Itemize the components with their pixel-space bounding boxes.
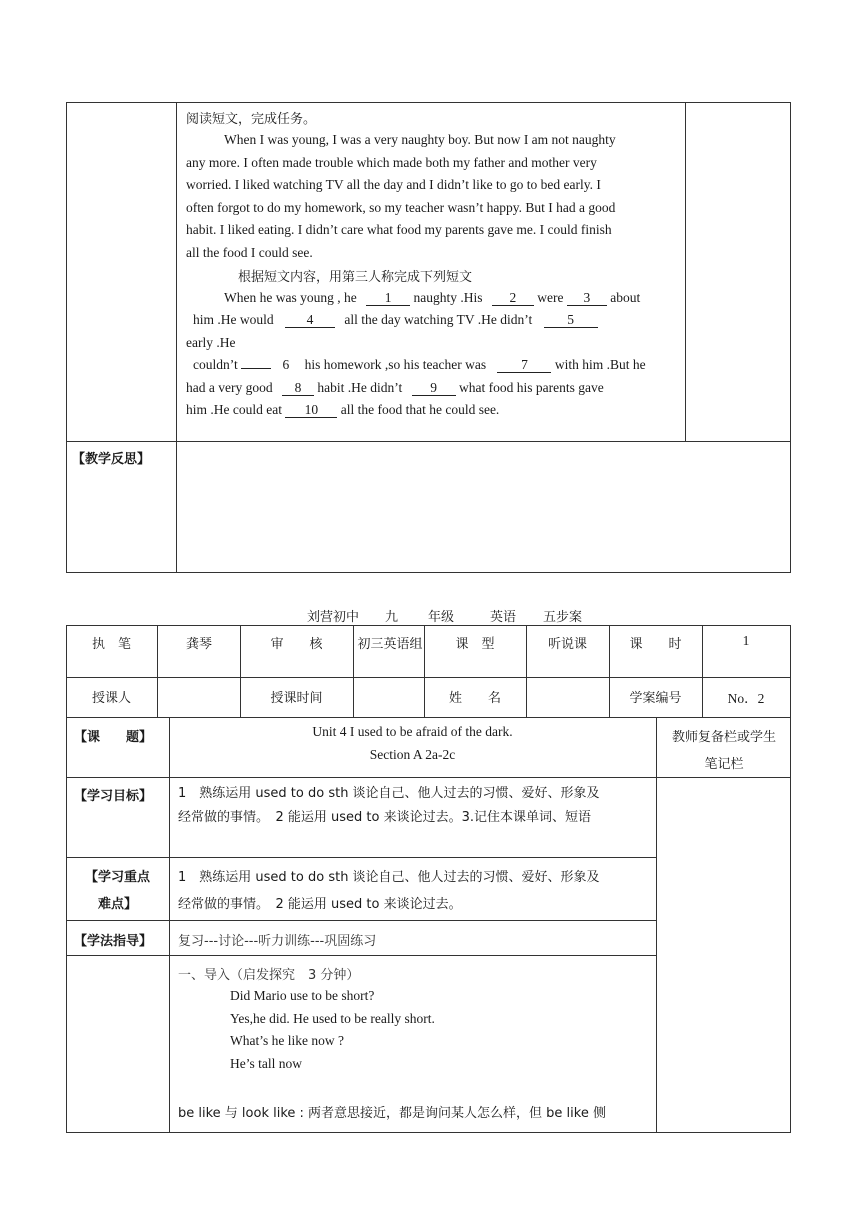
hours-label: 课 时 [629, 637, 682, 652]
cloze-blank-5[interactable]: 5 [544, 312, 598, 328]
cloze-line: had a very good 8 habit .He didn’t 9 what food his parents gave [186, 380, 604, 395]
cloze-line: him .He could eat 10 all the food that he could see. [186, 402, 500, 417]
lead-in-heading: 一、导入（启发探究 3 分钟） [178, 968, 360, 983]
key-points-label-2: 难点】 [97, 897, 137, 912]
number-value: No．2 [727, 691, 765, 706]
writer-value: 龚琴 [185, 637, 212, 652]
goals-line-1: 1 熟练运用 used to do sth 谈论自己、他人过去的习惯、爱好、形象及 [178, 786, 600, 801]
hours-value: 1 [742, 633, 750, 648]
school-name: 刘营初中 [307, 610, 360, 625]
cloze-blank-1[interactable]: 1 [366, 290, 410, 306]
passage-line: often forgot to do my homework, so my teacher wasn’t happy. But I had a good [186, 200, 616, 215]
cloze-blank-7[interactable]: 7 [497, 357, 551, 373]
grade-label: 年级 [428, 610, 455, 625]
time-label: 授课时间 [270, 691, 323, 706]
review-label: 审 核 [270, 637, 323, 652]
cloze-blank-3[interactable]: 3 [567, 290, 607, 306]
goals-line-2: 经常做的事情。 2 能运用 used to 来谈论过去。3.记住本课单词、短语 [178, 810, 592, 825]
usage-note: be like 与 look like : 两者意思接近，都是询问某人怎么样，但 be like 侧 [178, 1106, 606, 1121]
plan-type: 五步案 [543, 610, 583, 625]
dialogue-line: Yes,he did. He used to be really short. [230, 1011, 435, 1026]
cloze-blank-2[interactable]: 2 [492, 290, 534, 306]
cloze-blank-10[interactable]: 10 [285, 402, 337, 418]
method-label: 【学法指导】 [74, 934, 153, 949]
cloze-blank-4[interactable]: 4 [285, 312, 335, 328]
reading-instruction: 阅读短文，完成任务。 [186, 112, 317, 127]
topic-label: 【课 题】 [74, 730, 153, 745]
cloze-blank-9[interactable]: 9 [412, 380, 456, 396]
dialogue-line: Did Mario use to be short? [230, 988, 375, 1003]
passage-line: habit. I liked eating. I didn’t care what food my parents gave me. I could finish [186, 222, 612, 237]
writer-label: 执 笔 [91, 637, 131, 652]
cloze-line: couldn’t 6 his homework ,so his teacher was 7 with him .But he [193, 357, 646, 372]
topic-line-1: Unit 4 I used to be afraid of the dark. [312, 724, 513, 739]
topic-line-2: Section A 2a-2c [369, 747, 456, 762]
key-line-2: 经常做的事情。 2 能运用 used to 来谈论过去。 [178, 897, 462, 912]
passage-line: all the food I could see. [186, 245, 313, 260]
key-points-label-1: 【学习重点 [84, 870, 150, 885]
teacher-label: 授课人 [91, 691, 131, 706]
cloze-line: early .He [186, 335, 236, 350]
task-instruction: 根据短文内容，用第三人称完成下列短文 [238, 270, 473, 285]
cloze-blank-8[interactable]: 8 [282, 380, 314, 396]
subject: 英语 [490, 610, 517, 625]
cloze-line: him .He would 4 all the day watching TV .He didn’t 5 [193, 312, 598, 328]
cloze-blank-6-line[interactable] [241, 368, 271, 369]
name-label: 姓 名 [448, 691, 501, 706]
teaching-reflection-label: 【教学反思】 [72, 452, 151, 467]
passage-line: When I was young, I was a very naughty boy. But now I am not naughty [224, 132, 616, 147]
type-label: 课 型 [455, 637, 495, 652]
number-label: 学案编号 [629, 691, 682, 706]
dialogue-line: What’s he like now ? [230, 1033, 344, 1048]
cloze-blank-6: 6 [282, 357, 290, 372]
goals-label: 【学习目标】 [74, 789, 153, 804]
review-value: 初三英语组 [357, 637, 423, 652]
type-value: 听说课 [547, 637, 587, 652]
grade: 九 [385, 610, 399, 625]
cloze-line: When he was young , he 1 naughty .His 2 were 3 about [224, 290, 641, 305]
key-line-1: 1 熟练运用 used to do sth 谈论自己、他人过去的习惯、爱好、形象及 [178, 870, 600, 885]
notes-column-label: 教师复备栏或学生笔记栏 [671, 730, 776, 772]
method-value: 复习---讨论---听力训练---巩固练习 [178, 934, 377, 949]
passage-line: worried. I liked watching TV all the day and I didn’t like to go to bed early. I [186, 177, 601, 192]
dialogue-line: He’s tall now [230, 1056, 302, 1071]
passage-line: any more. I often made trouble which made both my father and mother very [186, 155, 597, 170]
